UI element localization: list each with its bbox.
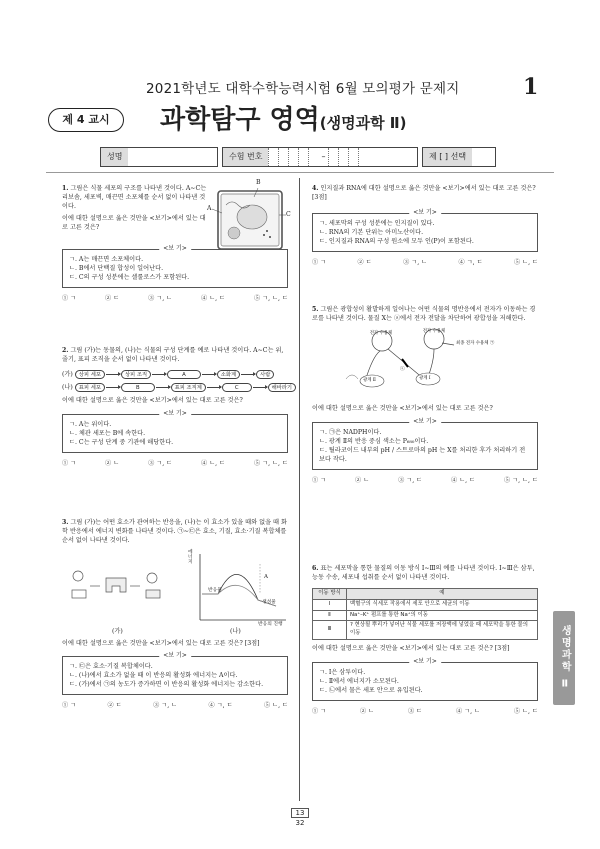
q6-prompt: 이에 대한 설명으로 옳은 것만을 <보기>에서 있는 대로 고른 것은? [3점]	[312, 645, 510, 653]
q5-text: 그림은 광합성이 활발하게 일어나는 어떤 식물의 명반응에서 전자가 이동하는 경로를 나타낸 것이다. 물질 X는 ⓐ에서 전자 전달을 차단하여 광합성을 저해한다.	[312, 306, 536, 322]
q5-electron-transport-diagram	[342, 327, 512, 401]
q4-choice-5[interactable]: ⑤ ㄴ, ㄷ	[513, 258, 538, 266]
table-row	[313, 599, 538, 610]
table-row	[313, 610, 538, 621]
q2-number: 2.	[62, 347, 69, 354]
digit-cell[interactable]	[328, 148, 338, 166]
q2-row-ga-label: (가)	[62, 370, 73, 378]
subject-sub: (생명과학 Ⅱ)	[319, 114, 407, 132]
q2-bogi-3: ㄷ. C는 구성 단계 중 기관에 해당한다.	[69, 438, 174, 446]
q4-bogi-title: <보 기>	[409, 209, 441, 218]
q5-bogi-1: ㄱ. ㉠은 NADPH이다.	[319, 428, 382, 436]
q5-choice-4[interactable]: ④ ㄴ, ㄷ	[451, 476, 476, 484]
subject-main: 과학탐구 영역	[160, 105, 320, 135]
digit-cell[interactable]	[268, 148, 278, 166]
q2-choices	[62, 460, 288, 469]
q3-choice-1[interactable]: ① ㄱ	[62, 701, 77, 709]
q1-choices	[62, 295, 288, 304]
q3-choice-4[interactable]: ④ ㄱ, ㄷ	[208, 701, 233, 709]
q1-bogi-2: ㄴ. B에서 단백질 합성이 일어난다.	[69, 264, 164, 272]
footer-page-indicator	[276, 808, 324, 828]
subject-title	[160, 102, 407, 140]
column-divider	[299, 178, 300, 801]
q1-plant-cell-figure	[212, 185, 288, 257]
q3-prompt: 이에 대한 설명으로 옳은 것만을 <보기>에서 있는 대로 고른 것은? [3점]	[62, 639, 260, 647]
q1-bogi-3: ㄷ. C의 구성 성분에는 셀룰로스가 포함된다.	[69, 273, 190, 281]
q2-na-step-2: B	[121, 383, 155, 392]
top-rule	[46, 172, 554, 173]
exam-number-dash: –	[321, 152, 326, 162]
q3-number: 3.	[62, 519, 69, 526]
q1-label-a: A	[207, 205, 212, 212]
exam-number-label: 수험 번호	[223, 148, 268, 166]
q2-ga-step-3: A	[167, 370, 201, 379]
table-header-method: 이동 방식	[313, 588, 347, 599]
q1-choice-3[interactable]: ③ ㄱ, ㄴ	[148, 294, 173, 302]
q2-choice-1[interactable]: ① ㄱ	[62, 459, 77, 467]
name-box[interactable]	[100, 147, 218, 167]
question-2	[62, 347, 293, 469]
q3-bogi-1: ㄱ. ㉢은 효소·기질 복합체이다.	[69, 662, 153, 670]
q4-bogi-1: ㄱ. 세포막의 구성 성분에는 인지질이 있다.	[319, 219, 435, 227]
table-cell: Ⅱ	[313, 610, 347, 621]
q5-label-acceptor-2: 전자 수용체	[422, 328, 446, 334]
digit-cell[interactable]	[298, 148, 308, 166]
q5-label-a: ⓐ	[400, 366, 405, 372]
q6-choice-4[interactable]: ④ ㄱ, ㄴ	[456, 708, 481, 716]
q1-text: 그림은 식물 세포의 구조를 나타낸 것이다. A~C는 리보솜, 세포벽, 매끈면 소포체를 순서 없이 나타낸 것이다.	[62, 185, 207, 210]
q2-bogi-title: <보 기>	[159, 410, 191, 419]
q4-bogi-3: ㄷ. 인지질과 RNA의 구성 원소에 모두 인(P)이 포함된다.	[319, 237, 474, 245]
name-label: 성명	[101, 148, 128, 166]
q1-number: 1.	[62, 185, 69, 192]
q2-ga-step-1: 상피 세포	[75, 370, 105, 379]
q6-bogi-1: ㄱ. Ⅰ은 삼투이다.	[319, 669, 366, 677]
q5-figure	[312, 327, 538, 403]
digit-cell[interactable]	[288, 148, 298, 166]
q5-bogi-3: ㄷ. 틸라코이드 내부의 pH / 스트로마의 pH 는 X를 처리한 후가 처리하기 전보다 작다.	[319, 446, 526, 463]
q2-choice-5[interactable]: ⑤ ㄱ, ㄴ, ㄷ	[254, 459, 288, 467]
table-header-example: 예	[347, 588, 538, 599]
q1-choice-5[interactable]: ⑤ ㄱ, ㄴ, ㄷ	[254, 294, 288, 302]
q1-label-b: B	[256, 179, 261, 186]
q2-bogi	[62, 409, 288, 453]
q4-choice-1[interactable]: ① ㄱ	[312, 258, 327, 266]
q1-bogi-title: <보 기>	[159, 245, 191, 254]
table-header-row	[313, 588, 538, 599]
digit-cell[interactable]	[348, 148, 358, 166]
q2-na-step-4: C	[222, 383, 252, 392]
q2-ga-step-4: 소화계	[217, 370, 240, 379]
q5-choice-5[interactable]: ⑤ ㄱ, ㄴ, ㄷ	[504, 476, 538, 484]
choice-box[interactable]	[422, 147, 496, 167]
q3-graph-a: A	[264, 573, 268, 580]
q3-graph-ylabel: 에너지	[188, 549, 193, 566]
page-number: 1	[523, 74, 539, 100]
exam-number-box[interactable]	[222, 147, 418, 167]
q3-choice-2[interactable]: ② ㄷ	[107, 701, 122, 709]
question-3	[62, 519, 288, 711]
q3-graph-xlabel: 반응의 진행	[258, 621, 283, 627]
q6-choices	[312, 708, 538, 717]
q6-choice-5[interactable]: ⑤ ㄴ, ㄷ	[513, 708, 538, 716]
q6-choice-2[interactable]: ② ㄴ	[360, 708, 375, 716]
q3-graph-reactant: 반응물	[208, 587, 222, 593]
q6-choice-3[interactable]: ③ ㄷ	[408, 708, 423, 716]
q3-choice-5[interactable]: ⑤ ㄴ, ㄷ	[263, 701, 288, 709]
q6-bogi-2: ㄴ. Ⅱ에서 에너지가 소모된다.	[319, 678, 399, 686]
digit-cell[interactable]	[358, 148, 368, 166]
q3-choice-3[interactable]: ③ ㄱ, ㄴ	[153, 701, 178, 709]
q2-choice-3[interactable]: ③ ㄱ, ㄷ	[148, 459, 173, 467]
q3-figures	[62, 550, 288, 636]
q4-choice-2[interactable]: ② ㄷ	[357, 258, 372, 266]
digit-cell[interactable]	[278, 148, 288, 166]
q1-choice-2[interactable]: ② ㄷ	[105, 294, 120, 302]
digit-cell[interactable]	[338, 148, 348, 166]
q6-text: 표는 세포막을 통한 물질의 이동 방식 Ⅰ~Ⅲ의 예를 나타낸 것이다. Ⅰ~Ⅲ은 삼투, 능동 수송, 세포내 섭취를 순서 없이 나타낸 것이다.	[312, 565, 535, 581]
q3-bogi-2: ㄴ. (나)에서 효소가 없을 때 이 반응의 활성화 에너지는 A이다.	[69, 671, 238, 679]
q3-fig-na: (나)	[230, 627, 241, 635]
q5-bogi-2: ㄴ. 광계 Ⅱ의 반응 중심 색소는 P₆₈₀이다.	[319, 437, 429, 445]
q5-label-final-acceptor: 최종 전자 수용체 ㉠	[456, 340, 495, 346]
q2-row-na-label: (나)	[62, 383, 73, 391]
q4-choice-3[interactable]: ③ ㄱ, ㄴ	[403, 258, 428, 266]
q3-graph-product: 생성물	[262, 599, 276, 605]
footer-page-current: 13	[291, 808, 310, 818]
table-cell: Ⅰ	[313, 599, 347, 610]
q3-energy-graph	[188, 550, 288, 628]
q6-number: 6.	[312, 565, 319, 572]
q5-label-acceptor-1: 전자 수용체	[369, 330, 393, 336]
q2-bogi-1: ㄱ. A는 위이다.	[69, 420, 112, 428]
q1-choice-1[interactable]: ① ㄱ	[62, 294, 77, 302]
table-row	[313, 621, 538, 640]
q2-ga-step-2: 상피 조직	[121, 370, 151, 379]
q1-choice-4[interactable]: ④ ㄴ, ㄷ	[201, 294, 226, 302]
q5-choice-3[interactable]: ③ ㄱ, ㄷ	[398, 476, 423, 484]
table-cell: Ⅲ	[313, 621, 347, 640]
q3-text: 그림 (가)는 어떤 효소가 관여하는 반응을, (나)는 이 효소가 있을 때와 없을 때 화학 반응에서 에너지 변화를 나타낸 것이다. ㉠~㉢은 효소, 기질, 효소·기질 복합체를 순서 없이 나타낸 것이다.	[62, 519, 287, 544]
q5-choice-1[interactable]: ① ㄱ	[312, 476, 327, 484]
digit-cell[interactable]	[308, 148, 318, 166]
question-5	[312, 306, 538, 486]
q3-enzyme-figure	[66, 566, 170, 618]
q6-bogi-title: <보 기>	[409, 658, 441, 667]
q5-label-ps1: 광계 Ⅰ	[419, 375, 431, 381]
q3-fig-ga: (가)	[112, 627, 123, 635]
question-6	[312, 565, 538, 717]
q2-prompt: 이에 대한 설명으로 옳은 것만을 <보기>에서 있는 대로 고른 것은?	[62, 396, 243, 404]
q5-number: 5.	[312, 306, 319, 313]
subject-side-tab: 생명과학 Ⅱ	[553, 611, 575, 705]
choice-label: 제 [ ] 선택	[423, 148, 472, 166]
q3-bogi-title: <보 기>	[159, 652, 191, 661]
exam-title: 2021학년도 대학수학능력시험 6월 모의평가 문제지	[146, 81, 460, 97]
question-1	[62, 179, 291, 304]
q2-ga-step-5: 사람	[256, 370, 274, 379]
q5-label-ps2: 광계 Ⅱ	[363, 377, 376, 383]
q3-choices	[62, 702, 288, 711]
q6-table	[312, 588, 538, 640]
q5-choices	[312, 477, 538, 486]
q1-label-c: C	[286, 211, 291, 218]
q6-bogi-3: ㄷ. ㉡에서 물은 세포 안으로 유입된다.	[319, 687, 423, 695]
table-cell: ? 현상될 뿌리가 넣어난 식물 세포를 저장액에 넣었을 때 세포막을 통한 물의 이동	[347, 621, 538, 640]
q2-bogi-2: ㄴ. 체관 세포는 B에 속한다.	[69, 429, 146, 437]
footer-page-total: 32	[295, 819, 305, 828]
q5-prompt: 이에 대한 설명으로 옳은 것만을 <보기>에서 있는 대로 고른 것은?	[312, 404, 493, 412]
id-bar	[100, 147, 496, 167]
q6-bogi	[312, 658, 538, 701]
table-cell: 백혈구의 식세포 작용에서 세포 안으로 세균의 이동	[347, 599, 538, 610]
q1-prompt: 이에 대한 설명으로 옳은 것만을 <보기>에서 있는 대로 고른 것은?	[62, 214, 206, 231]
q5-choice-2[interactable]: ② ㄴ	[355, 476, 370, 484]
q1-bogi-1: ㄱ. A는 매끈면 소포체이다.	[69, 255, 144, 263]
q4-text: 인지질과 RNA에 대한 설명으로 옳은 것만을 <보기>에서 있는 대로 고른 것은? [3점]	[312, 185, 536, 201]
q5-bogi-title: <보 기>	[409, 418, 441, 427]
q3-bogi-3: ㄷ. (가)에서 ㉠의 농도가 증가하면 이 반응의 활성화 에너지는 감소한다.	[69, 680, 264, 688]
q2-text: 그림 (가)는 동물의, (나)는 식물의 구성 단계를 예로 나타낸 것이다. A~C는 위, 줄기, 표피 조직을 순서 없이 나타낸 것이다.	[62, 347, 284, 363]
period-badge: 제 4 교시	[48, 108, 124, 132]
q4-choices	[312, 259, 538, 268]
question-4	[312, 185, 538, 268]
q2-row-na	[62, 383, 293, 393]
q2-na-step-1: 표피 세포	[75, 383, 105, 392]
q1-bogi	[62, 244, 288, 288]
q2-row-ga	[62, 370, 288, 380]
q2-na-step-3: 표피 조직계	[171, 383, 206, 392]
q3-bogi	[62, 651, 288, 695]
q4-choice-4[interactable]: ④ ㄱ, ㄷ	[458, 258, 483, 266]
q2-choice-4[interactable]: ④ ㄴ, ㄷ	[201, 459, 226, 467]
q4-bogi-2: ㄴ. RNA의 기본 단위는 아미노산이다.	[319, 228, 424, 236]
q4-bogi	[312, 208, 538, 252]
q4-number: 4.	[312, 185, 319, 192]
q2-na-step-5: 해바라기	[268, 383, 296, 392]
q6-choice-1[interactable]: ① ㄱ	[312, 708, 327, 716]
q2-choice-2[interactable]: ② ㄴ	[105, 459, 120, 467]
table-cell: Na⁺–K⁺ 펌프를 통한 Na⁺의 이동	[347, 610, 538, 621]
q5-bogi	[312, 417, 538, 470]
